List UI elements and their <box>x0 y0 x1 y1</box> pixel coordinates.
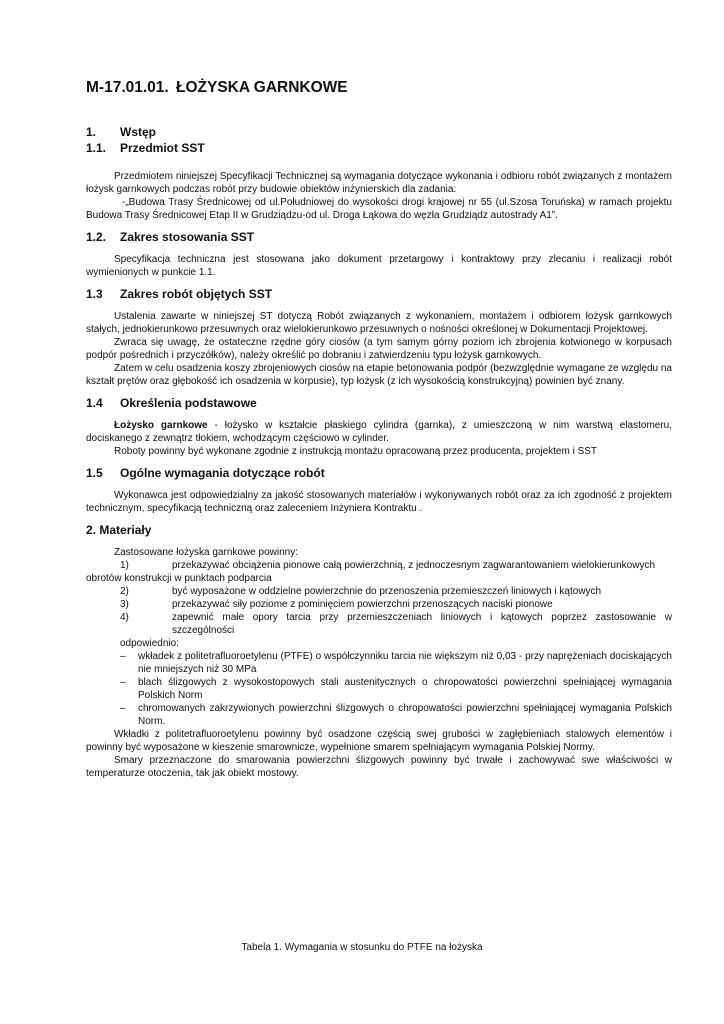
document-title <box>86 78 672 98</box>
document-body <box>86 78 672 780</box>
list-item-continuation: odpowiednio: <box>120 638 179 649</box>
section-1-3-paragraph-1: Ustalenia zawarte w niniejszej ST dotyczą Robót związanych z wykonaniem, montażem i odbiorem łożysk garnkowych stałych, jednokierunkowo przesuwnych oraz wielokierunkowo przesuwnych o nośności określonej w Dokumentacji Projektowej. <box>86 311 672 335</box>
section-1-1-heading: 1.1. Przedmiot SST <box>86 141 205 155</box>
list-item-continuation: obrotów konstrukcji w punktach podparcia <box>86 573 272 584</box>
list-item: 4) zapewnić małe opory tarcia przy przemieszczeniach liniowych i kątowych poprzez zastosowanie w szczególności <box>120 612 672 636</box>
section-2-paragraph-1: Wkładki z politetrafluoroetylenu powinny być osadzone częścią swej grubości w zagłębieniach stalowych elementów i powinny być wyposażone w kieszenie smarownicze, wypełnione smarem spełniającym wymagania Polskiej Normy. <box>86 729 672 753</box>
section-1-1-task: -„Budowa Trasy Średnicowej od ul.Południowej do wysokości drogi krajowej nr 55 (ul.Szosa Toruńska) w ramach projektu Budowa Trasy Średnicowej Etap II w Grudziądzu-od ul. Droga Łąkowa do węzła Grudziądz autostrady A1”. <box>86 197 672 221</box>
section-1-1-paragraph: Przedmiotem niniejszej Specyfikacji Technicznej są wymagania dotyczące wykonania i odbioru robót związanych z montażem łożysk garnkowych podczas robót przy budowie obiektów inżynierskich dla zadania: <box>86 171 672 195</box>
dash-item: – chromowanych zakrzywionych powierzchni ślizgowych o chropowatości powierzchni spełniającej wymagania Polskich Norm. <box>120 703 672 727</box>
section-1-3-paragraph-2: Zwraca się uwagę, że ostateczne rzędne góry ciosów (a tym samym górny poziom ich zbrojenia kotwionego w korpusach podpór pośrednich i przyczółków), należy określić po dobraniu i zatwierdzeniu typu łożysk garnkowych. <box>86 337 672 361</box>
dash-item: – blach ślizgowych z wysokostopowych stali austenitycznych o chropowatości powierzchni spełniającej wymagania Polskich Norm <box>120 677 672 701</box>
list-item: 2) być wyposażone w oddzielne powierzchnie do przenoszenia przemieszczeń liniowych i kątowych <box>120 586 602 597</box>
list-item: 1) przekazywać obciążenia pionowe całą powierzchnią, z jednoczesnym zagwarantowaniem wielokierunkowych <box>120 560 656 571</box>
section-1-4-definition: Łożysko garnkowe - łożysko w kształcie płaskiego cylindra (garnka), z umieszczoną w nim warstwą elastomeru, dociskanego z zewnątrz tłokiem, wchodzącym częściowo w cylinder. <box>86 420 673 444</box>
title-text: ŁOŻYSKA GARNKOWE <box>176 79 348 96</box>
section-1-3-heading: 1.3 Zakres robót objętych SST <box>86 287 273 301</box>
section-1-heading: 1. Wstęp <box>86 125 156 139</box>
section-2-paragraph-2: Smary przeznaczone do smarowania powierzchni ślizgowych powinny być trwałe i zachowywać swe właściwości w temperaturze otoczenia, tak jak obiekt mostowy. <box>86 755 672 779</box>
dash-item: – wkładek z politetrafluoroetylenu (PTFE) o współczynniku tarcia nie większym niż 0,03 - przy naprężeniach dociskających nie mniejszych niż 30 MPa <box>120 651 672 675</box>
section-1-3-paragraph-3: Zatem w celu osadzenia koszy zbrojeniowych ciosów na etapie betonowania podpór (bezwzględnie wymagane ze względu na kształt prętów oraz głębokość ich osadzenia w korpusie), typ łożysk (z ich wysokością konstrukcyjną) powinien być znany. <box>86 363 672 387</box>
section-2-heading: 2. Materiały <box>86 523 152 537</box>
section-2-intro: Zastosowane łożyska garnkowe powinny: <box>114 547 298 558</box>
section-1-4-heading: 1.4 Określenia podstawowe <box>86 396 257 410</box>
title-number: M-17.01.01. <box>86 79 169 96</box>
table-caption: Tabela 1. Wymagania w stosunku do PTFE na łożyska <box>241 942 483 953</box>
section-1-5-heading: 1.5 Ogólne wymagania dotyczące robót <box>86 466 325 480</box>
section-1-2-paragraph: Specyfikacja techniczna jest stosowana jako dokument przetargowy i kontraktowy przy zlecaniu i realizacji robót wymienionych w punkcie 1.1. <box>86 254 672 278</box>
term-bold: Łożysko garnkowe <box>114 420 208 431</box>
section-1-5-paragraph: Wykonawca jest odpowiedzialny za jakość stosowanych materiałów i wykonywanych robót oraz za ich zgodność z projektem technicznym, specyfikacją techniczną oraz zaleceniem Inżyniera Kontraktu . <box>86 490 672 514</box>
section-1-4-paragraph: Roboty powinny być wykonane zgodnie z instrukcją montażu opracowaną przez producenta, projektem i SST <box>114 446 598 457</box>
section-1-2-heading: 1.2. Zakres stosowania SST <box>86 230 255 244</box>
list-item: 3) przekazywać siły poziome z pominięciem powierzchni przenoszących naciski pionowe <box>120 599 553 610</box>
